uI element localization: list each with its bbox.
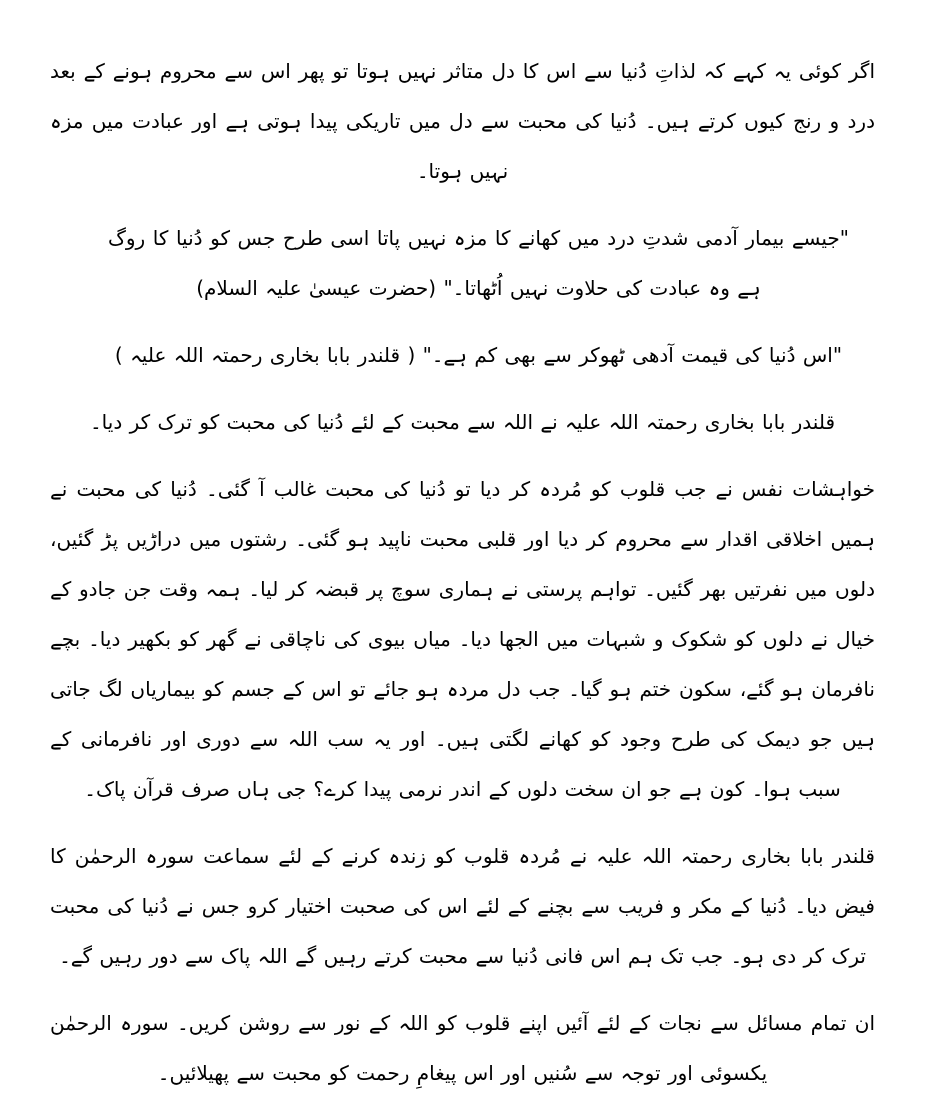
quote-qalandar-baba: "اس دُنیا کی قیمت آدھی ٹھوکر سے بھی کم ہے۔" ( قلندر بابا بخاری رحمتہ اللہ علیہ ) [114, 343, 843, 367]
paragraph-closing-invitation: ان تمام مسائل سے نجات کے لئے آئیں اپنے قلوب کو اللہ کے نور سے روشن کریں۔ سورہ الرحمٰن یکسوئی اور توجہ سے سُنیں اور اس پیغامِ رحمت کو محبت سے پھیلائیں۔ [50, 1011, 875, 1085]
quote-hazrat-isa: "جیسے بیمار آدمی شدتِ درد میں کھانے کا مزہ نہیں پاتا اسی طرح جس کو دُنیا کا روگ ہے وہ عبادت کی حلاوت نہیں اُٹھاتا۔" (حضرت عیسیٰ علیہ السلام) [108, 226, 849, 300]
paragraph-intro: اگر کوئی یہ کہے کہ لذاتِ دُنیا سے اس کا دل متاثر نہیں ہوتا تو پھر اس سے محروم ہونے کے بعد درد و رنج کیوں کرتے ہیں۔ دُنیا کی محبت سے دل میں تاریکی پیدا ہوتی ہے اور عبادت میں مزہ نہیں ہوتا۔ [50, 59, 875, 183]
statement-qalandar-baba: قلندر بابا بخاری رحمتہ اللہ علیہ نے اللہ سے محبت کے لئے دُنیا کی محبت کو ترک کر دیا۔ [89, 410, 836, 434]
paragraph-surah-rahman-faiz: قلندر بابا بخاری رحمتہ اللہ علیہ نے مُردہ قلوب کو زندہ کرنے کے لئے سماعت سورہ الرحمٰن کا فیض دیا۔ دُنیا کے مکر و فریب سے بچنے کے لئے اس کی صحبت اختیار کرو جس نے دُنیا کی محبت ترک کر دی ہو۔ جب تک ہم اس فانی دُنیا سے محبت کرتے رہیں گے اللہ پاک سے دور رہیں گے۔ [50, 844, 875, 968]
paragraph-effects-of-love-of-dunya: خواہشات نفس نے جب قلوب کو مُردہ کر دیا تو دُنیا کی محبت غالب آ گئی۔ دُنیا کی محبت نے ہمیں اخلاقی اقدار سے محروم کر دیا اور قلبی محبت ناپید ہو گئی۔ رشتوں میں دراڑیں پڑ گئیں، دلوں میں نفرتیں بھر گئیں۔ تواہم پرستی نے ہماری سوچ پر قبضہ کر لیا۔ ہمہ وقت جن جادو کے خیال نے دلوں کو شکوک و شبہات میں الجھا دیا۔ میاں بیوی کی ناچاقی نے گھر کو بکھیر دیا۔ بچے نافرمان ہو گئے، سکون ختم ہو گیا۔ جب دل مردہ ہو جائے تو اس کے جسم کو بیماریاں لگ جاتی ہیں جو دیمک کی طرح وجود کو کھانے لگتی ہیں۔ اور یہ سب اللہ سے دوری اور نافرمانی کے سبب ہوا۔ کون ہے جو ان سخت دلوں کے اندر نرمی پیدا کرے؟ جی ہاں صرف قرآن پاک۔ [50, 477, 875, 801]
